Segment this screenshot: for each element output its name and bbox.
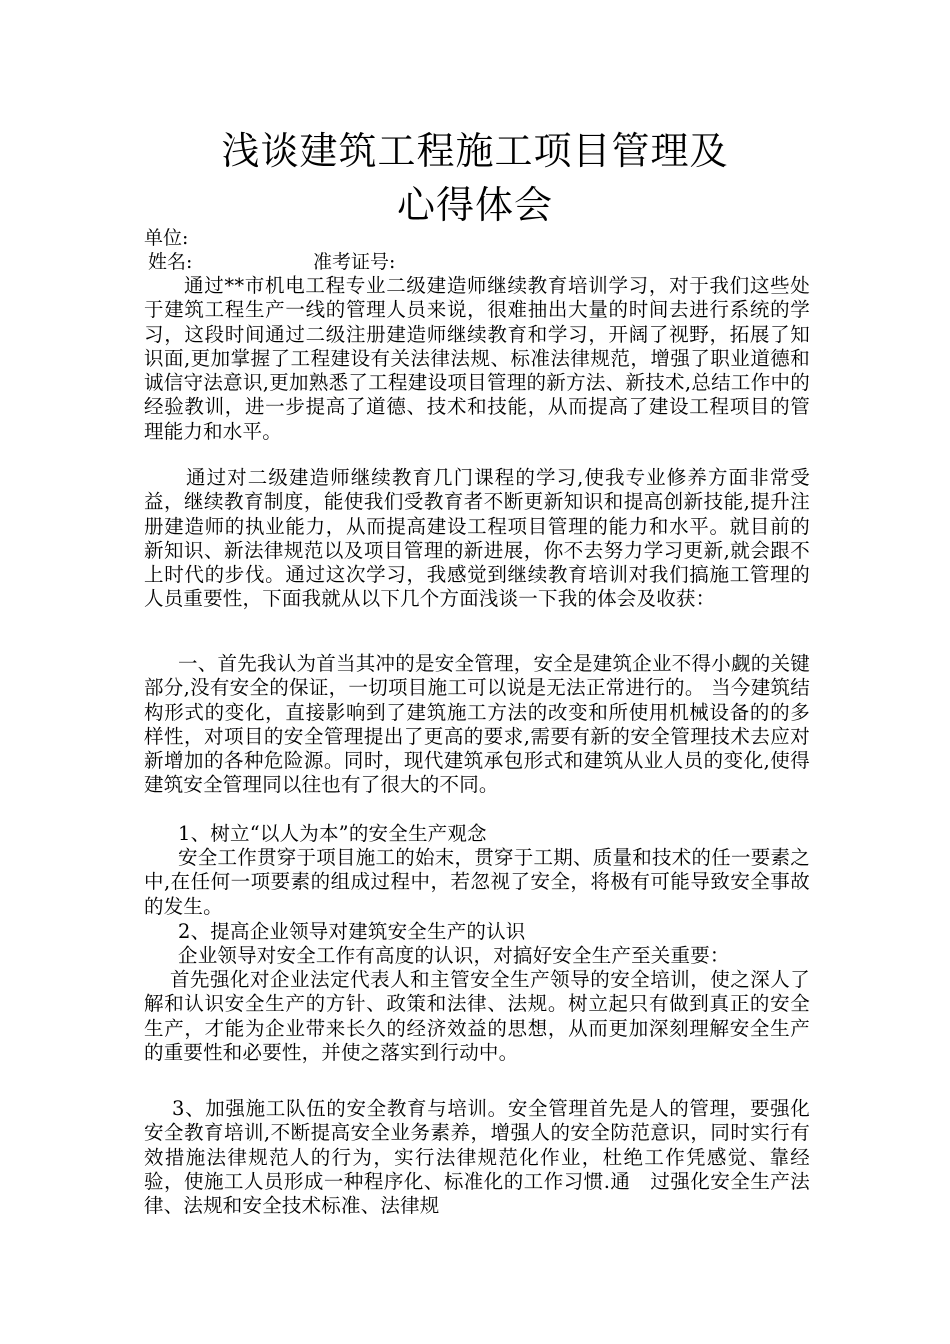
name-label: 姓名: bbox=[148, 251, 193, 273]
unit-label: 单位: bbox=[144, 227, 189, 249]
section-heading-2: 2、提高企业领导对建筑安全生产的认识 bbox=[178, 920, 526, 943]
paragraph-safety-management: 一、首先我认为首当其冲的是安全管理，安全是建筑企业不得小觑的关键部分,没有安全的保证，一切项目施工可以说是无法正常进行的。 当今建筑结构形式的变化，直接影响到了建筑施工方法的改变和所使用机械设备的的多样性，对项目的安全管理提出了更高的要求,需要有新的安全管理技术去应对新增加的各种危险源。同时，现代建筑承包形式和建筑从业人员的变化,使得建筑安全管理同以往也有了很大的不同。 bbox=[144, 652, 810, 797]
exam-id-label: 准考证号: bbox=[313, 251, 396, 273]
paragraph-leadership: 企业领导对安全工作有高度的认识，对搞好安全生产至关重要： bbox=[178, 944, 730, 967]
section-heading-1: 1、树立“以人为本”的安全生产观念 bbox=[178, 822, 487, 845]
paragraph-training-leadership: 首先强化对企业法定代表人和主管安全生产领导的安全培训，使之深人了解和认识安全生产的方针、政策和法律、法规。树立起只有做到真正的安全生产，才能为企业带来长久的经济效益的思想，从而更加深刻理解安全生产的重要性和必要性，并使之落实到行动中。 bbox=[144, 968, 810, 1064]
document-title-line-2: 心得体会 bbox=[396, 183, 553, 227]
paragraph-learning: 通过对二级建造师继续教育几门课程的学习,使我专业修养方面非常受益，继续教育制度，能使我们受教育者不断更新知识和提高创新技能,提升注册建造师的执业能力，从而提高建设工程项目管理的能力和水平。就目前的新知识、新法律规范以及项目管理的新进展，你不去努力学习更新,就会跟不上时代的步伐。通过这次学习，我感觉到继续教育培训对我们搞施工管理的人员重要性，下面我就从以下几个方面浅谈一下我的体会及收获： bbox=[144, 466, 810, 611]
paragraph-intro: 通过**市机电工程专业二级建造师继续教育培训学习，对于我们这些处于建筑工程生产一线的管理人员来说，很难抽出大量的时间去进行系统的学习，这段时间通过二级注册建造师继续教育和学习，开阔了视野，拓展了知识面,更加掌握了工程建设有关法律法规、标准法律规范，增强了职业道德和诚信守法意识,更加熟悉了工程建设项目管理的新方法、新技术,总结工作中的经验教训，进一步提高了道德、技术和技能，从而提高了建设工程项目的管理能力和水平。 bbox=[144, 274, 810, 443]
document-title-line-1: 浅谈建筑工程施工项目管理及 bbox=[221, 129, 729, 173]
paragraph-safety-throughout: 安全工作贯穿于项目施工的始末，贯穿于工期、质量和技术的任一要素之中,在任何一项要素的组成过程中，若忽视了安全，将极有可能导致安全事故的发生。 bbox=[144, 846, 810, 918]
paragraph-construction-team-training: 3、加强施工队伍的安全教育与培训。安全管理首先是人的管理，要强化安全教育培训,不断提高安全业务素养，增强人的安全防范意识，同时实行有效措施法律规范人的行为，实行法律规范化作业，杜绝工作凭感觉、靠经验，使施工人员形成一种程序化、标准化的工作习惯.通 过强化安全生产法律、法规和安全技术标准、法律规 bbox=[144, 1097, 810, 1218]
